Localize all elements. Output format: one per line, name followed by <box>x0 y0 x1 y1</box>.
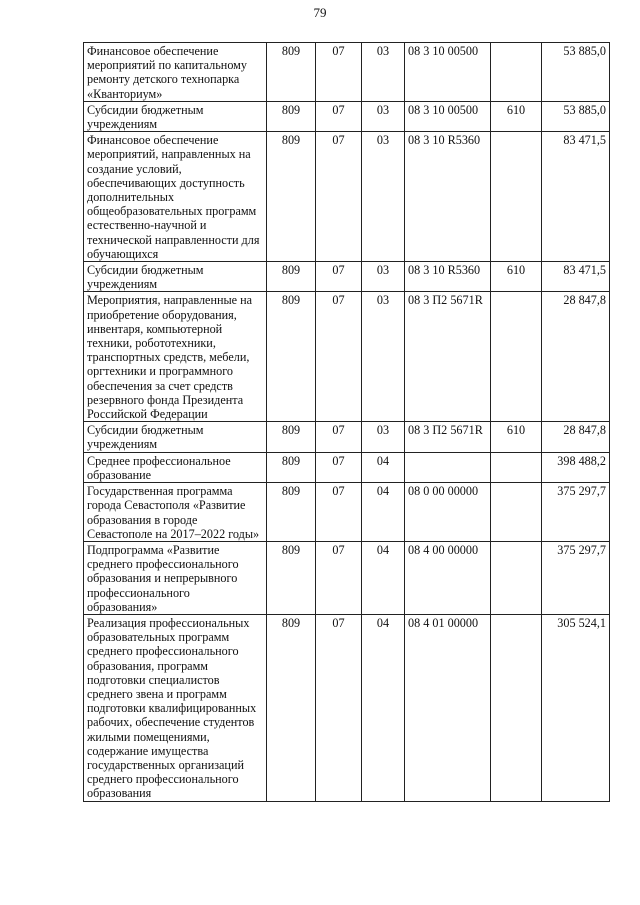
target-article-cell <box>405 452 491 482</box>
item-name-cell: Мероприятия, направленные на приобретение оборудования, инвентаря, компьютерной техники, робототехники, транспортных средств, мебели, оргтехники и программного обеспечения за счет средств резервного фонда Президента Российской Федерации <box>84 292 267 422</box>
ministry-code-cell: 809 <box>267 483 316 542</box>
item-name-cell: Среднее профессиональное образование <box>84 452 267 482</box>
amount-cell: 375 297,7 <box>542 541 610 614</box>
item-name-cell: Реализация профессиональных образовательных программ среднего профессионального образования, программ подготовки специалистов среднего звена и программ подготовки квалифицированных рабочих, обеспечение студентов жилыми помещениями, содержание имущества государственных организаций среднего профессионального образования <box>84 614 267 801</box>
section-code-cell: 07 <box>316 483 362 542</box>
ministry-code-cell: 809 <box>267 132 316 262</box>
subsection-code-cell: 03 <box>362 43 405 102</box>
item-name-cell: Финансовое обеспечение мероприятий, направленных на создание условий, обеспечивающих доступность дополнительных общеобразовательных программ естественно-научной и технической направленности для обучающихся <box>84 132 267 262</box>
target-article-cell: 08 3 10 R5360 <box>405 262 491 292</box>
section-code-cell: 07 <box>316 614 362 801</box>
target-article-cell: 08 3 10 00500 <box>405 43 491 102</box>
table-row <box>84 101 610 131</box>
budget-table-body <box>84 43 610 802</box>
subsection-code-cell: 03 <box>362 101 405 131</box>
item-name-cell: Финансовое обеспечение мероприятий по капитальному ремонту детского технопарка «Кванториум» <box>84 43 267 102</box>
ministry-code-cell: 809 <box>267 101 316 131</box>
item-name-cell: Субсидии бюджетным учреждениям <box>84 422 267 452</box>
subsection-code-cell: 04 <box>362 541 405 614</box>
item-name-cell: Субсидии бюджетным учреждениям <box>84 262 267 292</box>
amount-cell: 83 471,5 <box>542 262 610 292</box>
amount-cell: 53 885,0 <box>542 101 610 131</box>
subsection-code-cell: 04 <box>362 452 405 482</box>
subsection-code-cell: 03 <box>362 292 405 422</box>
table-row <box>84 483 610 542</box>
ministry-code-cell: 809 <box>267 452 316 482</box>
expense-type-cell <box>491 43 542 102</box>
expense-type-cell: 610 <box>491 422 542 452</box>
amount-cell: 83 471,5 <box>542 132 610 262</box>
target-article-cell: 08 0 00 00000 <box>405 483 491 542</box>
expense-type-cell <box>491 452 542 482</box>
ministry-code-cell: 809 <box>267 422 316 452</box>
section-code-cell: 07 <box>316 292 362 422</box>
budget-table <box>83 42 610 802</box>
subsection-code-cell: 03 <box>362 262 405 292</box>
item-name-cell: Государственная программа города Севастополя «Развитие образования в городе Севастополе на 2017–2022 годы» <box>84 483 267 542</box>
expense-type-cell: 610 <box>491 262 542 292</box>
ministry-code-cell: 809 <box>267 43 316 102</box>
target-article-cell: 08 4 01 00000 <box>405 614 491 801</box>
section-code-cell: 07 <box>316 101 362 131</box>
section-code-cell: 07 <box>316 262 362 292</box>
item-name-cell: Субсидии бюджетным учреждениям <box>84 101 267 131</box>
section-code-cell: 07 <box>316 541 362 614</box>
section-code-cell: 07 <box>316 452 362 482</box>
section-code-cell: 07 <box>316 132 362 262</box>
item-name-cell: Подпрограмма «Развитие среднего профессионального образования и непрерывного профессионального образования» <box>84 541 267 614</box>
table-row <box>84 614 610 801</box>
section-code-cell: 07 <box>316 43 362 102</box>
table-row <box>84 422 610 452</box>
amount-cell: 28 847,8 <box>542 292 610 422</box>
subsection-code-cell: 04 <box>362 614 405 801</box>
ministry-code-cell: 809 <box>267 292 316 422</box>
table-row <box>84 132 610 262</box>
expense-type-cell <box>491 614 542 801</box>
amount-cell: 398 488,2 <box>542 452 610 482</box>
amount-cell: 305 524,1 <box>542 614 610 801</box>
target-article-cell: 08 3 П2 5671R <box>405 422 491 452</box>
ministry-code-cell: 809 <box>267 541 316 614</box>
expense-type-cell <box>491 483 542 542</box>
table-row <box>84 292 610 422</box>
amount-cell: 28 847,8 <box>542 422 610 452</box>
expense-type-cell <box>491 132 542 262</box>
subsection-code-cell: 03 <box>362 422 405 452</box>
target-article-cell: 08 3 10 00500 <box>405 101 491 131</box>
table-row <box>84 452 610 482</box>
section-code-cell: 07 <box>316 422 362 452</box>
table-row <box>84 262 610 292</box>
target-article-cell: 08 3 10 R5360 <box>405 132 491 262</box>
expense-type-cell <box>491 292 542 422</box>
ministry-code-cell: 809 <box>267 262 316 292</box>
amount-cell: 375 297,7 <box>542 483 610 542</box>
amount-cell: 53 885,0 <box>542 43 610 102</box>
table-row <box>84 43 610 102</box>
expense-type-cell: 610 <box>491 101 542 131</box>
subsection-code-cell: 04 <box>362 483 405 542</box>
ministry-code-cell: 809 <box>267 614 316 801</box>
page-number: 79 <box>313 5 327 20</box>
subsection-code-cell: 03 <box>362 132 405 262</box>
target-article-cell: 08 3 П2 5671R <box>405 292 491 422</box>
table-row <box>84 541 610 614</box>
expense-type-cell <box>491 541 542 614</box>
target-article-cell: 08 4 00 00000 <box>405 541 491 614</box>
